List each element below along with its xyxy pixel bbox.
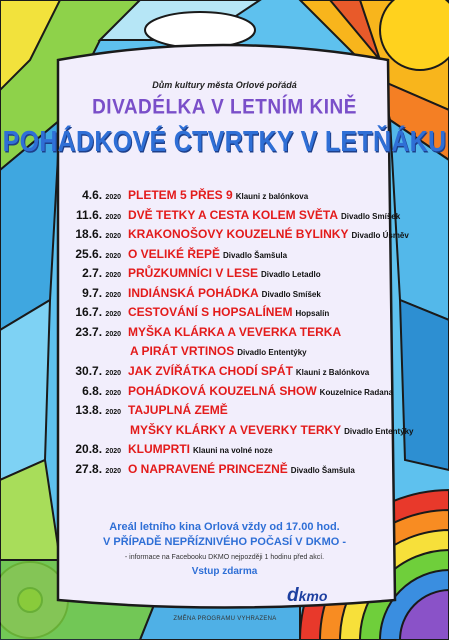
date-day: 6.8.: [82, 383, 103, 398]
date-day: 27.8.: [75, 461, 103, 476]
date-day: 13.8.: [75, 403, 103, 418]
show-title: [128, 208, 400, 222]
show-title: [128, 462, 355, 476]
free-entry: Vstup zdarma: [191, 566, 258, 577]
schedule-row: [0, 442, 449, 460]
show-title: [128, 188, 308, 202]
show-name: A PIRÁT VRTINOS: [130, 344, 235, 359]
schedule-row: [0, 423, 449, 441]
show-title: [128, 384, 393, 398]
schedule-row: [0, 462, 449, 480]
date-day: 23.7.: [75, 324, 103, 339]
date-year: 2020: [105, 448, 121, 456]
show-name: CESTOVÁNÍ S HOPSALÍNEM: [128, 305, 293, 320]
date-year: 2020: [105, 467, 121, 475]
schedule-row: [0, 286, 449, 304]
show-title: [128, 266, 321, 280]
facebook-notice: - informace na Facebooku DKMO nejpozději 1 hodinu před akcí.: [124, 554, 325, 561]
show-title: [128, 364, 369, 378]
schedule-row: [0, 344, 449, 362]
show-name: KRAKONOŠOVY KOUZELNÉ BYLINKY: [128, 227, 349, 242]
dkmo-logo: [287, 585, 327, 607]
show-name: O VELIKÉ ŘEPĚ: [128, 246, 221, 261]
show-title: [130, 344, 307, 358]
date-day: 4.6.: [82, 188, 103, 202]
performer: Divadlo Šamšula: [290, 465, 355, 475]
performer: Divadlo Ententýky: [344, 426, 414, 436]
date-day: 2.7.: [82, 266, 103, 281]
schedule-date: [75, 442, 121, 456]
show-name: TAJUPLNÁ ZEMĚ: [128, 403, 228, 418]
show-name: JAK ZVÍŘÁTKA CHODÍ SPÁT: [128, 363, 293, 378]
schedule-date: [75, 305, 121, 319]
footer-note: ZMĚNA PROGRAMU VYHRAZENA: [173, 616, 277, 622]
poster-title: POHÁDKOVÉ ČTVRTKY V LETŇÁKU: [2, 125, 447, 159]
show-name: PRŮZKUMNÍCI V LESE: [128, 266, 259, 281]
date-year: 2020: [105, 233, 121, 241]
schedule-row: [0, 188, 449, 206]
show-title: [130, 423, 414, 437]
schedule-row: [0, 325, 449, 343]
date-year: 2020: [105, 291, 121, 299]
performer: Divadlo Ententýky: [237, 348, 307, 358]
performer: Klauni z balónkova: [235, 192, 309, 201]
schedule-row: [0, 208, 449, 226]
schedule-date: [75, 247, 121, 261]
date-year: 2020: [105, 409, 121, 417]
date-year: 2020: [105, 272, 121, 280]
show-name: PLETEM 5 PŘES 9: [128, 188, 233, 202]
schedule-row: [0, 364, 449, 382]
schedule-date: [75, 403, 121, 417]
date-year: 2020: [105, 213, 121, 221]
show-name: MYŠKA KLÁRKA A VEVERKA TERKA: [128, 324, 342, 339]
performer: Klauni na volné noze: [193, 446, 273, 456]
performer: Klauni z Balónkova: [295, 367, 370, 377]
date-day: 25.6.: [75, 246, 103, 261]
date-year: 2020: [105, 311, 121, 319]
performer: Hopsalín: [295, 309, 330, 319]
show-title: [128, 403, 231, 417]
show-name: O NAPRAVENÉ PRINCEZNĚ: [128, 461, 288, 476]
performer: Kouzelnice Radana: [319, 387, 394, 397]
show-name: DVĚ TETKY A CESTA KOLEM SVĚTA: [128, 207, 339, 222]
show-name: KLUMPRTI: [128, 442, 190, 457]
schedule-date: [75, 364, 121, 378]
schedule-date: [75, 462, 121, 476]
date-day: 18.6.: [75, 227, 103, 242]
show-title: [128, 286, 321, 300]
schedule-row: [0, 227, 449, 245]
date-day: 20.8.: [75, 442, 103, 457]
date-year: 2020: [105, 252, 121, 260]
schedule-row: [0, 247, 449, 265]
schedule-row: [0, 403, 449, 421]
logo-rest: kmo: [298, 588, 328, 604]
performer: Divadlo Letadlo: [261, 270, 321, 280]
date-day: 30.7.: [75, 363, 103, 378]
show-title: [128, 442, 273, 456]
schedule-row: [0, 384, 449, 402]
schedule-date: [82, 188, 121, 202]
poster-subtitle: DIVADÉLKA V LETNÍM KINĚ: [92, 95, 357, 119]
show-name: POHÁDKOVÁ KOUZELNÁ SHOW: [128, 383, 317, 398]
schedule-row: [0, 266, 449, 284]
show-name: INDIÁNSKÁ POHÁDKA: [128, 285, 259, 300]
performer: Divadlo Úsměv: [351, 231, 409, 241]
date-day: 11.6.: [76, 207, 103, 222]
schedule-date: [82, 384, 121, 398]
schedule-row: [0, 305, 449, 323]
schedule-date: [82, 266, 121, 280]
date-day: 16.7.: [75, 305, 103, 320]
presenter-line: Dům kultury města Orlové pořádá: [152, 80, 297, 90]
show-title: [128, 227, 409, 241]
show-name: MYŠKY KLÁRKY A VEVERKY TERKY: [130, 422, 342, 437]
schedule-date: [76, 208, 121, 222]
logo-prefix: d: [287, 585, 299, 606]
date-day: 9.7.: [82, 285, 103, 300]
weather-notice: V PŘÍPADĚ NEPŘÍZNIVÉHO POČASÍ V DKMO -: [102, 536, 347, 548]
show-title: [128, 325, 344, 339]
date-year: 2020: [105, 389, 121, 397]
date-year: 2020: [105, 330, 121, 338]
venue-info: Areál letního kina Orlová vždy od 17.00 hod.: [109, 521, 340, 533]
performer: Divadlo Smíšek: [341, 211, 401, 221]
show-title: [128, 305, 329, 319]
schedule-date: [75, 325, 121, 339]
schedule-date: [82, 286, 121, 300]
schedule-date: [75, 227, 121, 241]
date-year: 2020: [105, 369, 121, 377]
show-title: [128, 247, 287, 261]
date-year: 2020: [105, 194, 121, 201]
performer: Divadlo Šamšula: [223, 250, 288, 260]
performer: Divadlo Smíšek: [261, 289, 321, 299]
